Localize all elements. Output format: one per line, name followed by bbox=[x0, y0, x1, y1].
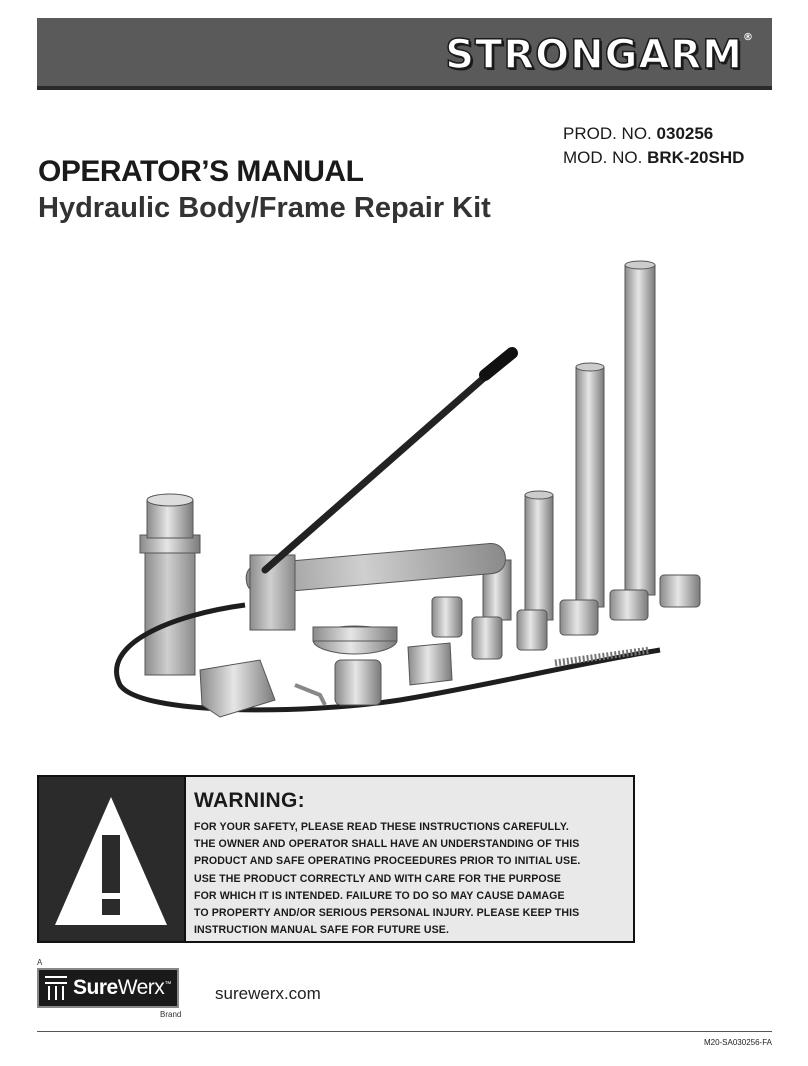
product-numbers bbox=[563, 122, 744, 170]
warning-text-panel bbox=[184, 777, 633, 941]
mod-number: BRK-20SHD bbox=[647, 148, 745, 167]
strongarm-logo bbox=[445, 32, 754, 78]
warning-triangle-panel bbox=[39, 777, 184, 941]
manual-title: OPERATOR’S MANUAL bbox=[38, 155, 364, 188]
footer-a-label: A bbox=[37, 958, 43, 967]
brand-name: STRONGARM bbox=[445, 32, 743, 78]
header-bar bbox=[37, 18, 772, 90]
warning-line: USE THE PRODUCT CORRECTLY AND WITH CARE FOR THE PURPOSE bbox=[194, 872, 562, 885]
surewerx-mark-icon bbox=[45, 974, 67, 1002]
surewerx-tm: ™ bbox=[164, 981, 171, 988]
warning-triangle-icon bbox=[39, 777, 184, 941]
document-code: M20-SA030256-FA bbox=[703, 1038, 772, 1047]
warning-line: PRODUCT AND SAFE OPERATING PROCEEDURES PRIOR TO INITIAL USE. bbox=[194, 855, 581, 868]
warning-box bbox=[37, 775, 635, 943]
warning-line: TO PROPERTY AND/OR SERIOUS PERSONAL INJURY. PLEASE KEEP THIS bbox=[194, 907, 580, 920]
prod-number-line bbox=[563, 122, 744, 146]
manual-subtitle: Hydraulic Body/Frame Repair Kit bbox=[38, 192, 491, 224]
surewerx-logo bbox=[37, 968, 179, 1008]
registered-mark: ® bbox=[743, 32, 754, 43]
surewerx-light: Werx bbox=[117, 976, 165, 999]
prod-label: PROD. NO. bbox=[563, 124, 652, 143]
website-link[interactable]: surewerx.com bbox=[215, 984, 321, 1003]
brand-label: Brand bbox=[160, 1010, 182, 1019]
warning-line: FOR YOUR SAFETY, PLEASE READ THESE INSTRUCTIONS CAREFULLY. bbox=[194, 821, 569, 833]
warning-heading: WARNING: bbox=[194, 789, 305, 812]
warning-line: THE OWNER AND OPERATOR SHALL HAVE AN UNDERSTANDING OF THIS bbox=[194, 838, 580, 851]
mod-label: MOD. NO. bbox=[563, 148, 643, 167]
warning-line: FOR WHICH IT IS INTENDED. FAILURE TO DO SO MAY CAUSE DAMAGE bbox=[194, 889, 565, 902]
mod-number-line bbox=[563, 146, 744, 170]
product-photo bbox=[100, 255, 740, 725]
prod-number: 030256 bbox=[656, 124, 714, 143]
warning-line: INSTRUCTION MANUAL SAFE FOR FUTURE USE. bbox=[194, 924, 450, 937]
footer-divider bbox=[37, 1031, 772, 1032]
surewerx-wordmark bbox=[73, 976, 171, 1000]
surewerx-bold: Sure bbox=[73, 976, 118, 999]
